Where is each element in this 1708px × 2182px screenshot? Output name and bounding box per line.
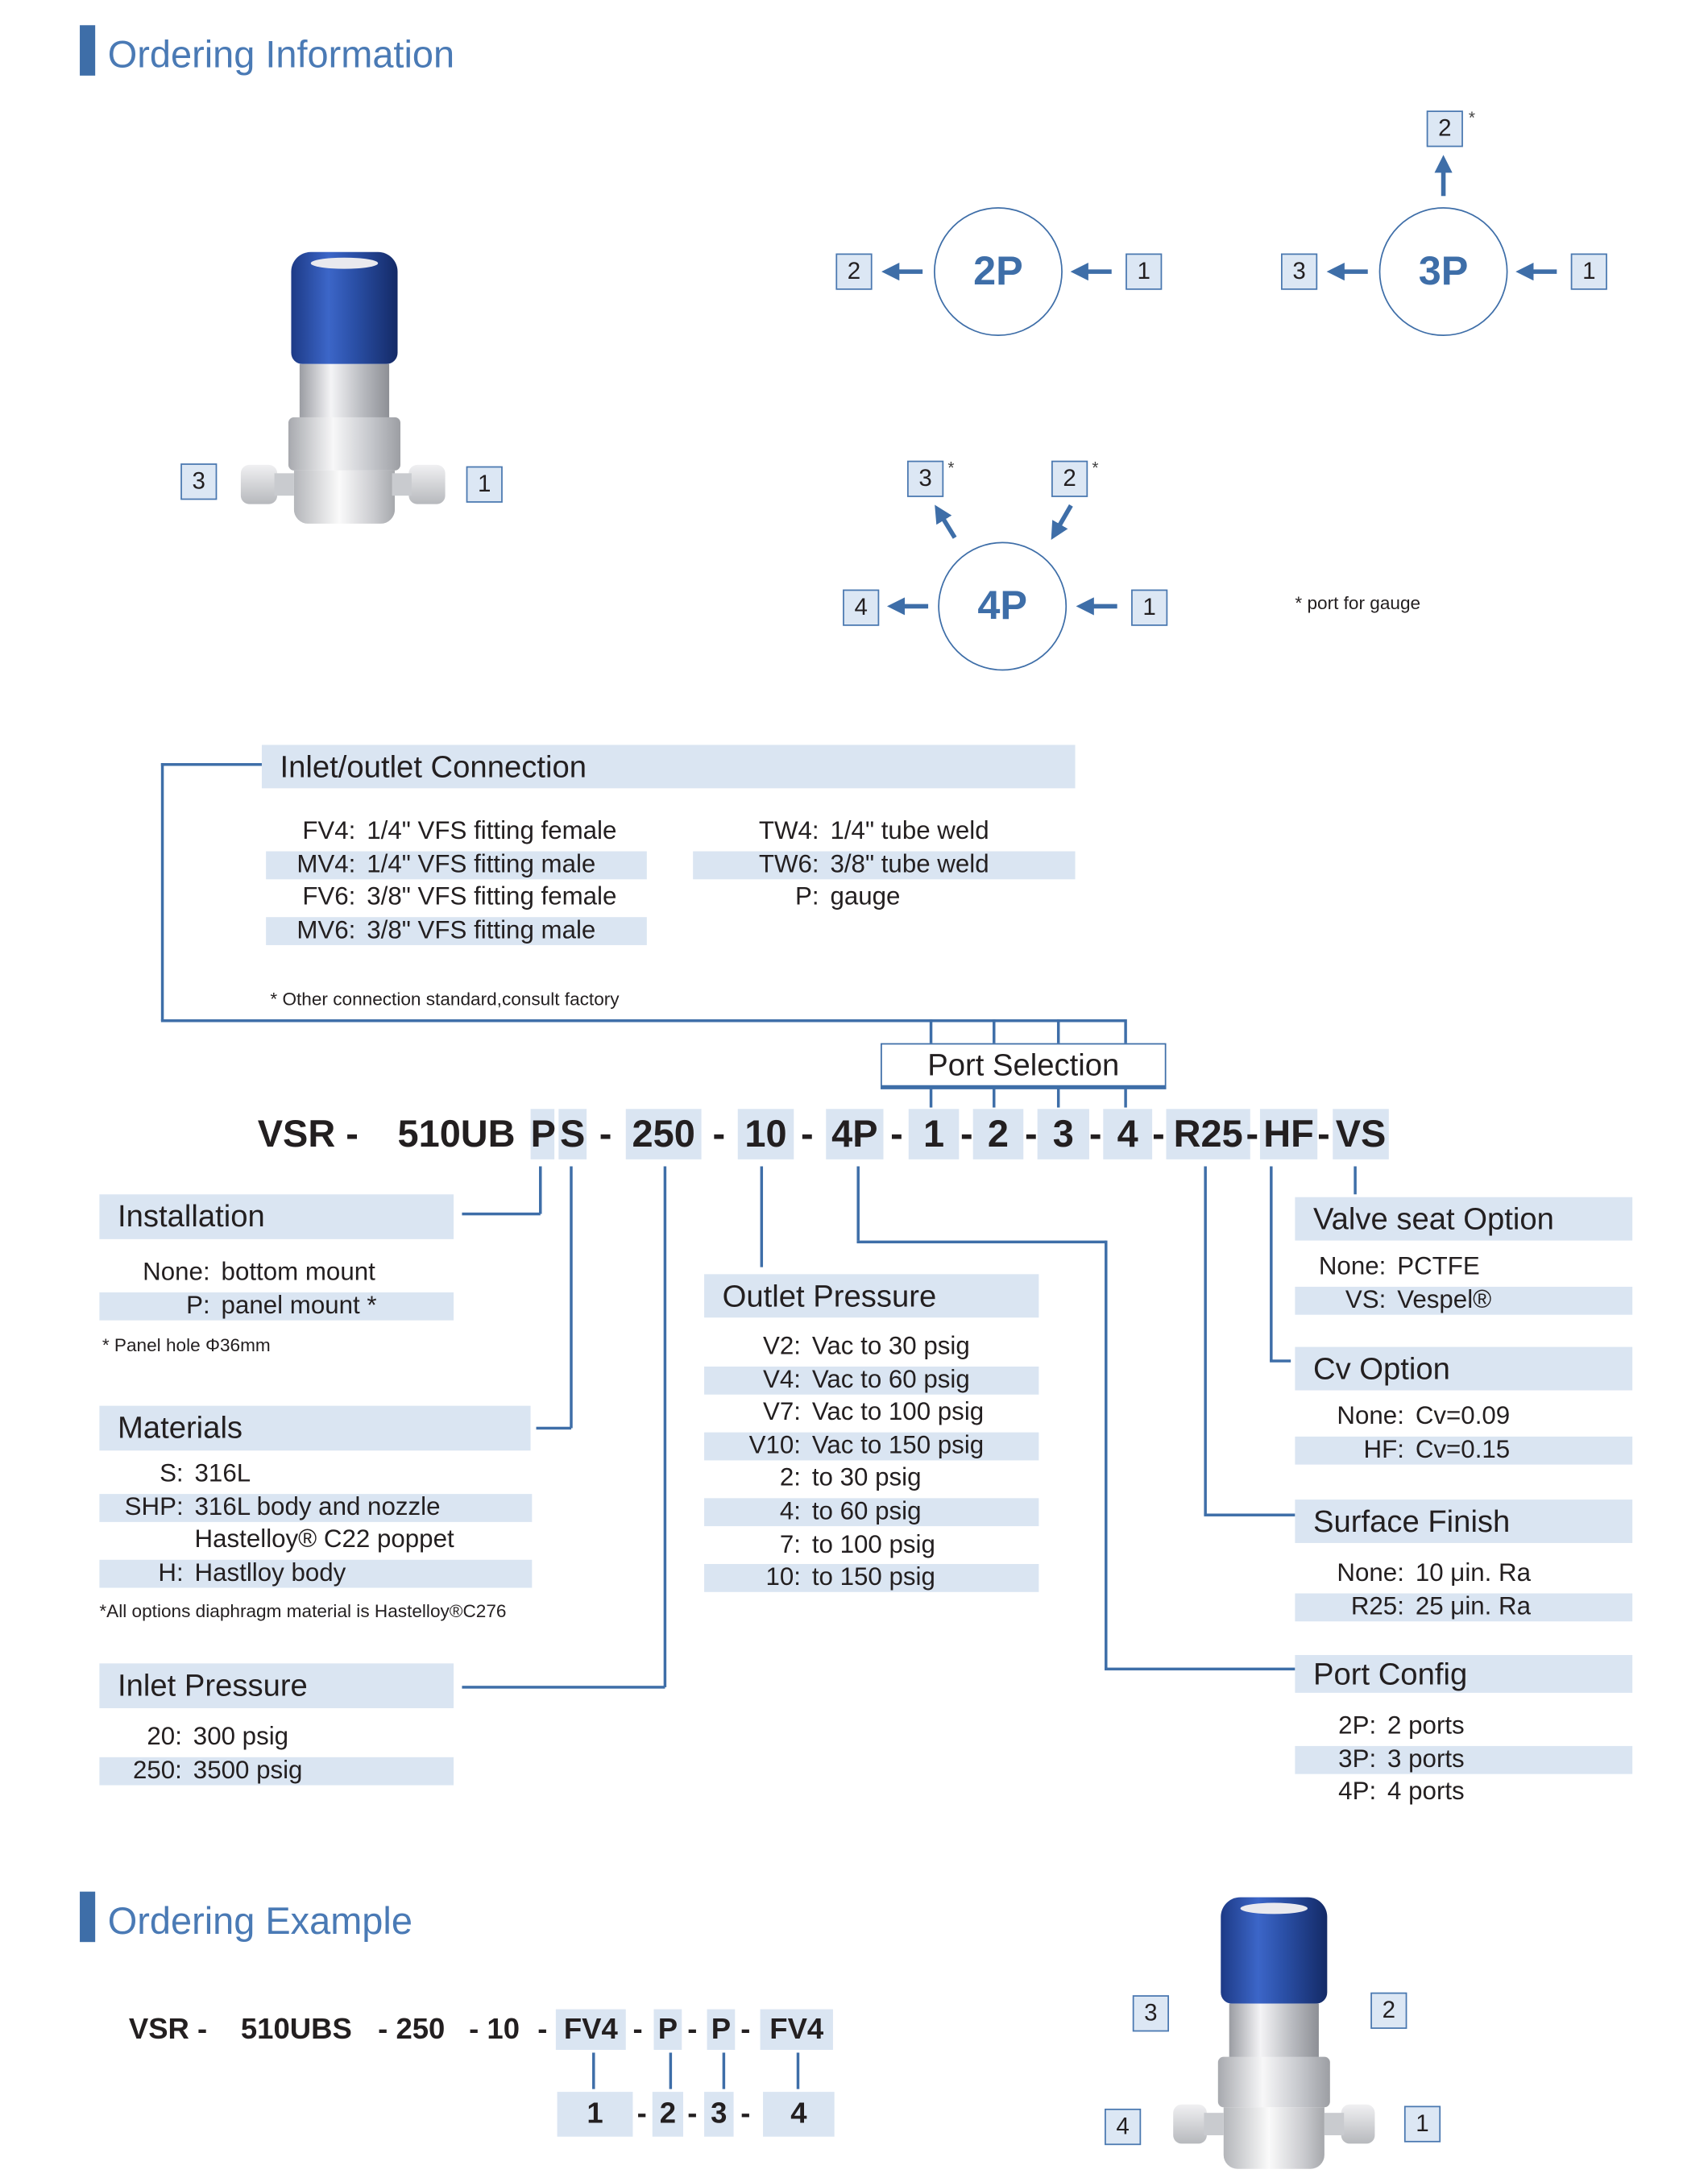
code-material: S (558, 1109, 587, 1159)
code-port-config: 4P (826, 1109, 883, 1159)
connection-header: Inlet/outlet Connection (262, 745, 1076, 788)
option-code: V7: (762, 1397, 801, 1426)
option-code: R25: (1350, 1591, 1404, 1620)
valve-seat-header: Valve seat Option (1295, 1197, 1632, 1241)
installation-list (99, 1257, 454, 1323)
example-port-2: 2 (653, 2092, 683, 2137)
outlet-pressure-list (704, 1332, 1038, 1596)
code-port-3: 3 (1038, 1109, 1089, 1159)
option-row (704, 1332, 1038, 1365)
option-description: 2 ports (1387, 1711, 1465, 1740)
option-row (1295, 1744, 1632, 1777)
option-description: 3500 psig (193, 1755, 303, 1784)
option-description: to 100 psig (811, 1529, 935, 1558)
port-config-list (1295, 1711, 1632, 1810)
code-valve-seat: VS (1333, 1109, 1389, 1159)
port-config-header: Port Config (1295, 1655, 1632, 1693)
option-code: 20: (147, 1722, 182, 1751)
option-row (99, 1492, 532, 1525)
option-row (266, 816, 647, 849)
option-code: 250: (133, 1755, 182, 1784)
option-description: 316L (194, 1458, 251, 1487)
installation-note: * Panel hole Φ36mm (102, 1334, 271, 1356)
connection-list-left (266, 816, 647, 948)
port-box-2-gauge: 2 (1427, 110, 1463, 147)
port-box-2-gauge: 2 (1051, 461, 1088, 497)
example-dash: - (537, 2013, 548, 2046)
option-code: 10: (765, 1562, 801, 1591)
example-port-3: 3 (704, 2092, 733, 2137)
option-row (693, 849, 1075, 882)
option-code: None: (1337, 1401, 1404, 1430)
connection-note: * Other connection standard,consult factory (270, 988, 620, 1010)
option-row (1295, 1711, 1632, 1744)
port-box-3: 3 (1133, 1995, 1169, 2031)
example-dash: - (687, 2013, 698, 2046)
option-description: 3 ports (1387, 1744, 1465, 1773)
example-outlet: - 10 (469, 2013, 520, 2046)
example-conn-2: P (654, 2010, 682, 2050)
port-box-3: 3 (1281, 254, 1317, 290)
option-code: VS: (1345, 1284, 1387, 1313)
option-code: V2: (762, 1331, 801, 1360)
gauge-note: * port for gauge (1295, 592, 1421, 614)
option-row (693, 816, 1075, 849)
example-dash: - (740, 2097, 751, 2130)
example-dash: - (632, 2013, 643, 2046)
code-dash: - (599, 1113, 612, 1155)
cv-option-header: Cv Option (1295, 1347, 1632, 1391)
option-row (1295, 1591, 1632, 1624)
section-marker (80, 1892, 95, 1943)
port-box-2: 2 (835, 254, 872, 290)
option-code: None: (143, 1257, 210, 1286)
gauge-asterisk: * (1468, 107, 1475, 128)
option-code: FV4: (302, 816, 356, 844)
code-vsr: VSR - (257, 1113, 359, 1155)
option-row (266, 882, 647, 915)
option-code: 7: (779, 1529, 801, 1558)
connection-list-right (693, 816, 1075, 915)
example-vsr: VSR - (128, 2013, 208, 2046)
regulator-4port-product-image (1173, 1894, 1383, 2175)
inlet-pressure-header: Inlet Pressure (99, 1663, 454, 1708)
code-inlet-pressure: 250 (626, 1109, 702, 1159)
materials-list (99, 1459, 532, 1591)
port-box-4: 4 (1105, 2109, 1141, 2145)
option-description: 1/4" VFS fitting male (367, 849, 596, 877)
option-row (704, 1431, 1038, 1464)
code-port-2: 2 (973, 1109, 1024, 1159)
surface-finish-list (1295, 1558, 1632, 1624)
option-code: MV4: (296, 849, 356, 877)
code-dash: - (960, 1113, 973, 1155)
option-description: Vac to 60 psig (811, 1364, 970, 1393)
option-code: None: (1318, 1251, 1387, 1280)
option-row (1295, 1252, 1632, 1285)
port-box-3-gauge: 3 (907, 461, 943, 497)
code-dash: - (712, 1113, 726, 1155)
port-selection-label: Port Selection (881, 1043, 1166, 1089)
port-box-1: 1 (1404, 2106, 1441, 2143)
option-row (99, 1257, 454, 1290)
option-description: 25 μin. Ra (1415, 1591, 1532, 1620)
outlet-pressure-header: Outlet Pressure (704, 1274, 1038, 1317)
option-description: Vespel® (1397, 1284, 1492, 1313)
code-dash: - (1024, 1113, 1038, 1155)
code-dash: - (1088, 1113, 1102, 1155)
installation-header: Installation (99, 1194, 454, 1239)
option-description: 3/8" VFS fitting male (367, 915, 596, 944)
option-row (266, 915, 647, 948)
code-dash: - (1152, 1113, 1165, 1155)
port-config-2p: 2P (934, 207, 1063, 336)
option-description: 300 psig (193, 1722, 289, 1751)
option-description: PCTFE (1397, 1251, 1480, 1280)
port-box-3: 3 (180, 463, 217, 500)
cv-option-list (1295, 1401, 1632, 1467)
inlet-pressure-list (99, 1722, 454, 1788)
option-code: MV6: (296, 915, 356, 944)
option-row (1295, 1558, 1632, 1591)
option-description: 10 μin. Ra (1415, 1558, 1532, 1587)
option-row (99, 1290, 454, 1323)
example-base: 510UBS (240, 2013, 352, 2046)
option-description: gauge (830, 882, 901, 911)
option-description: Cv=0.15 (1415, 1434, 1511, 1463)
option-code: V4: (762, 1364, 801, 1393)
option-row (704, 1497, 1038, 1530)
example-dash: - (740, 2013, 751, 2046)
example-port-4: 4 (763, 2092, 835, 2137)
option-description: 4 ports (1387, 1777, 1465, 1806)
option-description: 3/8" VFS fitting female (367, 882, 617, 911)
option-code: HF: (1363, 1434, 1404, 1463)
option-description: Vac to 150 psig (811, 1430, 985, 1459)
option-code: 4: (779, 1496, 801, 1525)
option-description: to 60 psig (811, 1496, 922, 1525)
code-dash: - (800, 1113, 814, 1155)
example-conn-4: FV4 (761, 2010, 833, 2050)
example-port-1: 1 (558, 2092, 633, 2137)
option-description: bottom mount (221, 1257, 375, 1286)
option-description: Cv=0.09 (1415, 1401, 1511, 1430)
port-config-3p: 3P (1379, 207, 1508, 336)
port-box-1: 1 (1131, 590, 1167, 626)
example-inlet: - 250 (378, 2013, 446, 2046)
code-port-4: 4 (1103, 1109, 1152, 1159)
gauge-asterisk: * (947, 458, 955, 478)
option-code: 4P: (1338, 1777, 1377, 1806)
code-surface-finish: R25 (1167, 1109, 1250, 1159)
option-code: 2P: (1338, 1711, 1377, 1740)
option-code: P: (186, 1290, 210, 1319)
section-title-ordering-information: Ordering Information (107, 33, 455, 76)
option-code: 2: (779, 1463, 801, 1492)
port-box-2: 2 (1370, 1993, 1407, 2029)
option-row (704, 1365, 1038, 1398)
example-dash: - (636, 2097, 647, 2130)
option-code: FV6: (302, 882, 356, 911)
option-code: None: (1337, 1558, 1404, 1587)
option-row (99, 1755, 454, 1788)
port-box-4: 4 (843, 590, 879, 626)
materials-note: *All options diaphragm material is Hastelloy®C276 (99, 1600, 507, 1622)
option-row (1295, 1401, 1632, 1434)
option-code: TW4: (758, 816, 819, 844)
port-box-1: 1 (1571, 254, 1607, 290)
option-code: H: (158, 1558, 184, 1587)
option-row (99, 1558, 532, 1591)
section-title-ordering-example: Ordering Example (107, 1900, 412, 1943)
gauge-asterisk: * (1092, 458, 1099, 478)
option-description: to 30 psig (811, 1463, 922, 1492)
port-box-1: 1 (1126, 254, 1162, 290)
code-base: 510UB (397, 1113, 516, 1155)
code-dash: - (1246, 1113, 1259, 1155)
arrow-down-left-icon (1055, 505, 1071, 532)
example-conn-1: FV4 (556, 2010, 626, 2050)
code-dash: - (890, 1113, 903, 1155)
option-description: Hastelloy® C22 poppet (194, 1524, 454, 1554)
option-row (99, 1722, 454, 1755)
option-description: Vac to 30 psig (811, 1331, 970, 1360)
port-box-1: 1 (466, 467, 503, 503)
code-dash: - (1317, 1113, 1330, 1155)
option-row (704, 1563, 1038, 1596)
option-row (266, 849, 647, 882)
option-description: 316L body and nozzle (194, 1491, 441, 1520)
surface-finish-header: Surface Finish (1295, 1500, 1632, 1543)
code-cv: HF (1260, 1109, 1317, 1159)
example-dash: - (687, 2097, 698, 2130)
option-row (99, 1459, 532, 1492)
option-code: SHP: (124, 1491, 184, 1520)
option-row (704, 1464, 1038, 1497)
option-description: Vac to 100 psig (811, 1397, 985, 1426)
option-row (704, 1398, 1038, 1431)
valve-seat-list (1295, 1252, 1632, 1318)
option-description: 3/8" tube weld (830, 849, 989, 877)
arrow-up-left-icon (939, 512, 955, 537)
port-config-4p: 4P (938, 541, 1067, 670)
option-row (1295, 1777, 1632, 1810)
option-row (1295, 1434, 1632, 1467)
option-row (693, 882, 1075, 915)
option-code: TW6: (758, 849, 819, 877)
code-installation: P (531, 1109, 555, 1159)
code-outlet-pressure: 10 (738, 1109, 794, 1159)
code-port-1: 1 (909, 1109, 960, 1159)
materials-header: Materials (99, 1406, 530, 1451)
option-description: 1/4" tube weld (830, 816, 989, 844)
example-conn-3: P (707, 2010, 736, 2050)
option-description: Hastlloy body (194, 1558, 346, 1587)
option-row (1295, 1285, 1632, 1318)
option-code: P: (794, 882, 819, 911)
option-description: 1/4" VFS fitting female (367, 816, 617, 844)
option-code: 3P: (1338, 1744, 1377, 1773)
option-row (99, 1525, 532, 1558)
option-description: to 150 psig (811, 1562, 935, 1591)
option-code: S: (160, 1458, 184, 1487)
option-row (704, 1530, 1038, 1563)
option-code: V10: (748, 1430, 801, 1459)
option-description: panel mount * (221, 1290, 377, 1319)
